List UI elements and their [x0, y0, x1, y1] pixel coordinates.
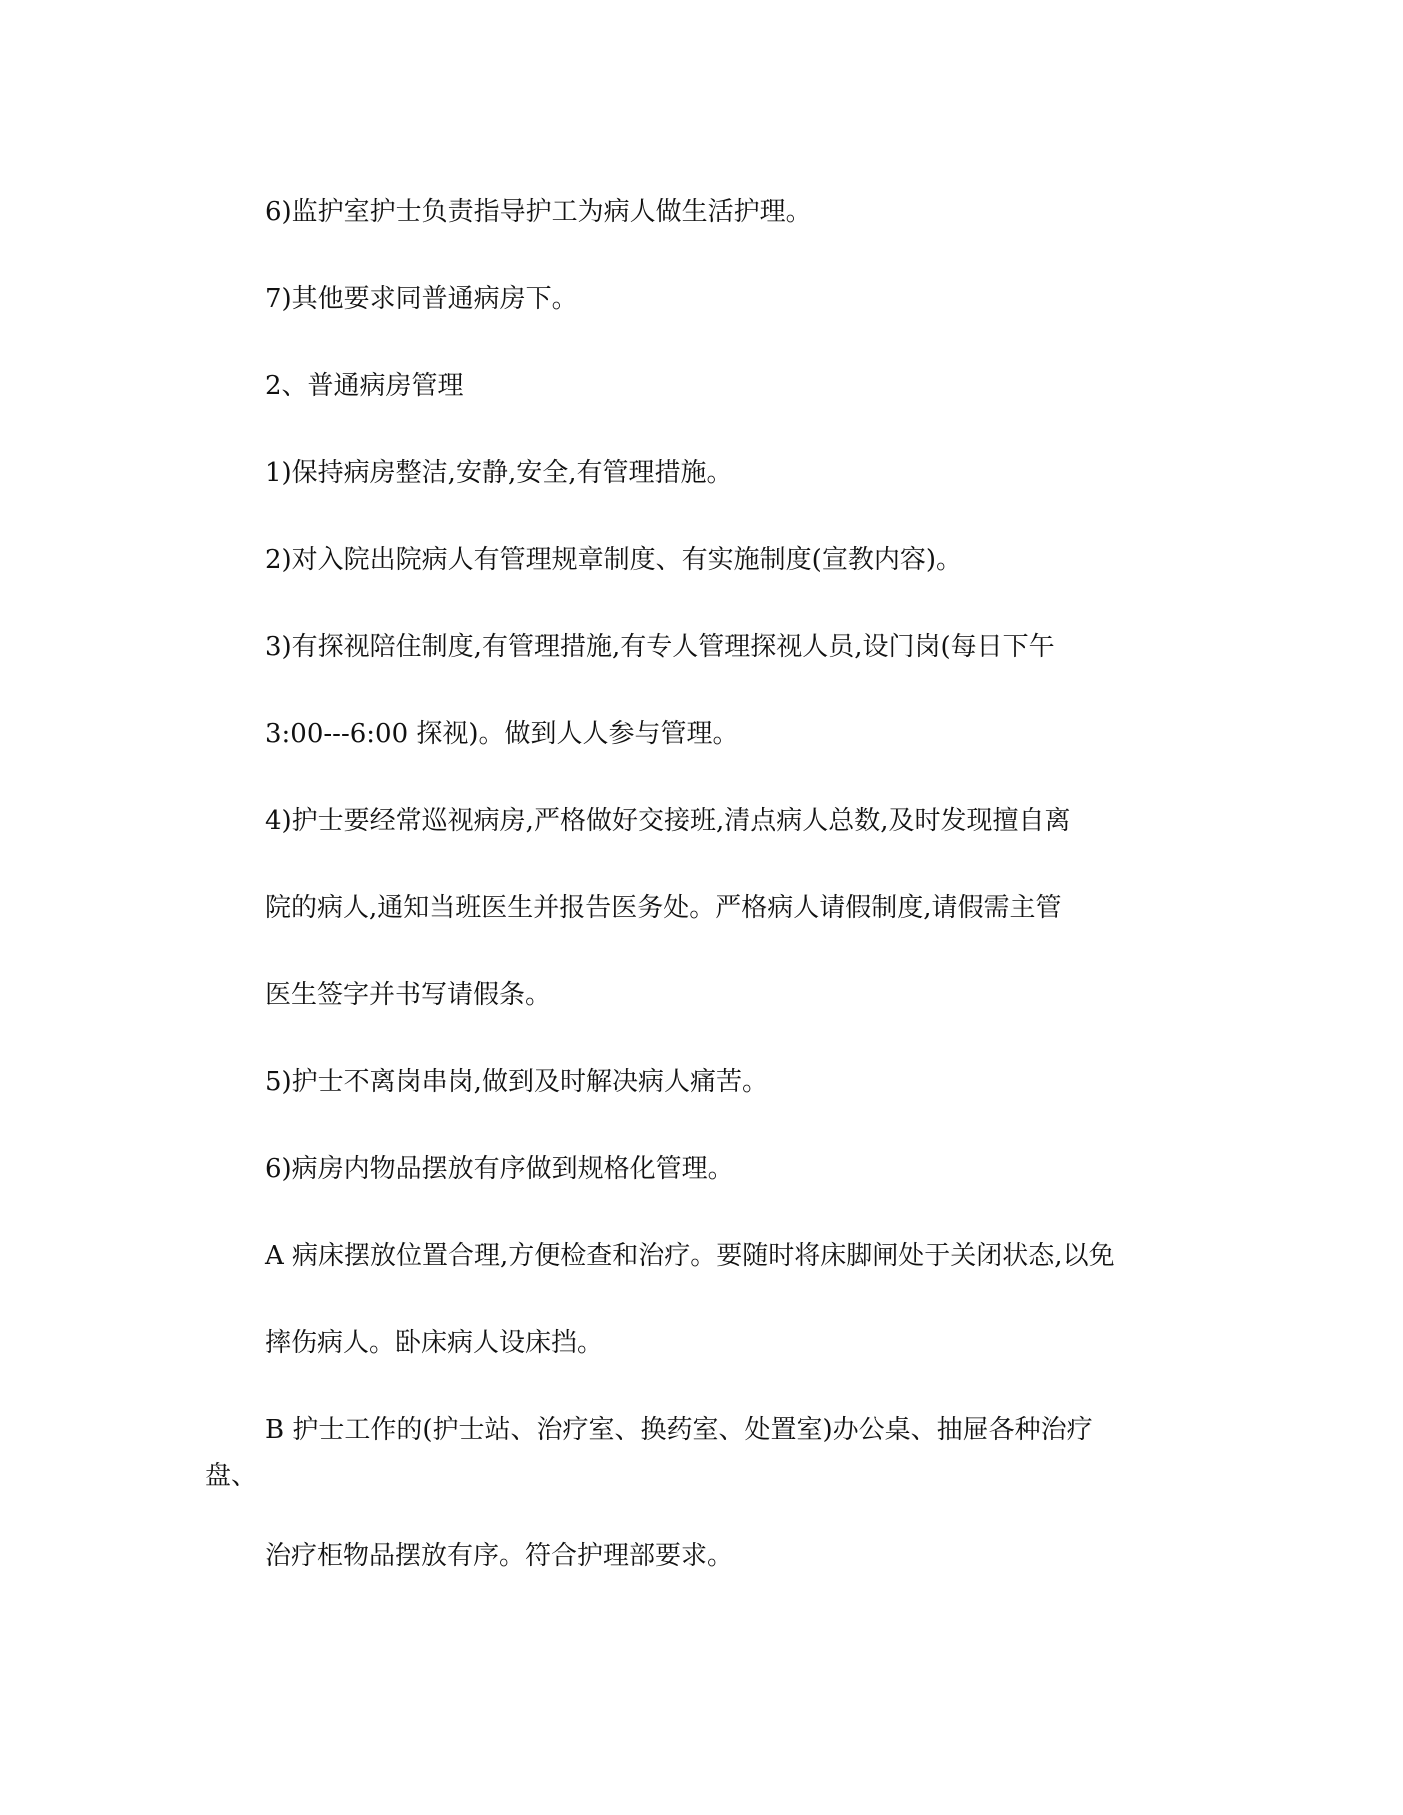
text-line-5: 2)对入院出院病人有管理规章制度、有实施制度(宣教内容)。 [265, 545, 962, 575]
text-line-15: B 护士工作的(护士站、治疗室、换药室、处置室)办公桌、抽屉各种治疗 [265, 1415, 1093, 1445]
text-line-13: A 病床摆放位置合理,方便检查和治疗。要随时将床脚闸处于关闭状态,以免 [265, 1241, 1115, 1271]
text-line-16: 盘、 [205, 1461, 258, 1491]
text-line-6: 3)有探视陪住制度,有管理措施,有专人管理探视人员,设门岗(每日下午 [265, 632, 1055, 662]
text-line-4: 1)保持病房整洁,安静,安全,有管理措施。 [265, 458, 733, 488]
text-line-8: 4)护士要经常巡视病房,严格做好交接班,清点病人总数,及时发现擅自离 [265, 806, 1071, 836]
text-line-2: 7)其他要求同普通病房下。 [265, 284, 578, 314]
section-heading: 2、普通病房管理 [265, 371, 464, 401]
text-line-10: 医生签字并书写请假条。 [265, 980, 552, 1010]
text-line-1: 6)监护室护士负责指导护工为病人做生活护理。 [265, 197, 812, 227]
text-line-9: 院的病人,通知当班医生并报告医务处。严格病人请假制度,请假需主管 [265, 893, 1062, 923]
text-line-12: 6)病房内物品摆放有序做到规格化管理。 [265, 1154, 734, 1184]
text-line-11: 5)护士不离岗串岗,做到及时解决病人痛苦。 [265, 1067, 768, 1097]
text-line-14: 摔伤病人。卧床病人设床挡。 [265, 1328, 604, 1358]
text-line-7: 3:00---6:00 探视)。做到人人参与管理。 [265, 719, 739, 749]
text-line-17: 治疗柜物品摆放有序。符合护理部要求。 [265, 1541, 734, 1571]
